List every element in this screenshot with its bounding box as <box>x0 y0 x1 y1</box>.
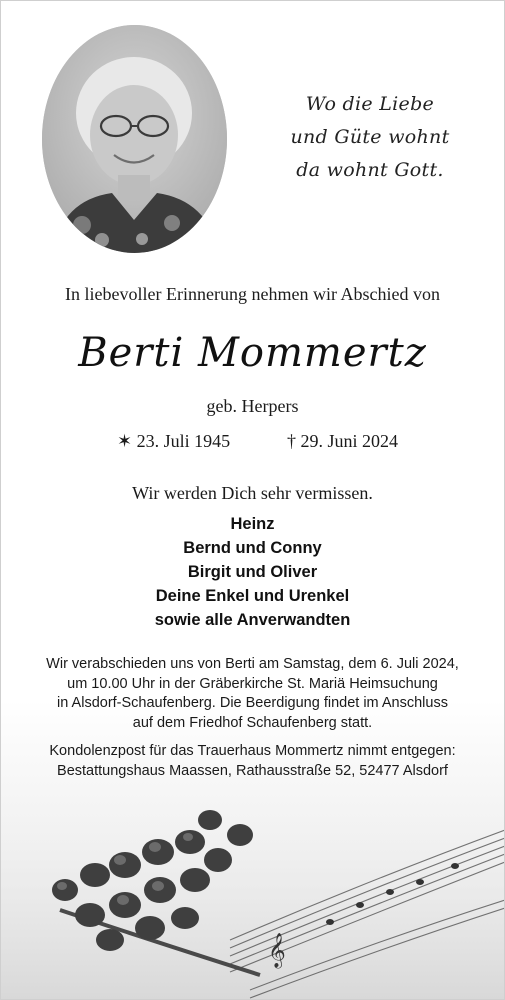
farewell-text: Wir werden Dich sehr vermissen. <box>132 483 373 503</box>
deceased-name: Berti Mommertz <box>78 330 427 376</box>
service-details <box>0 655 505 733</box>
birth-name: geb. Herpers <box>206 396 299 416</box>
intro-text: In liebevoller Erinnerung nehmen wir Abschied von <box>65 284 440 304</box>
svg-text:𝄞: 𝄞 <box>268 933 286 968</box>
service-line: auf dem Friedhof Schaufenberg statt. <box>132 714 373 731</box>
condolence-line: Bestattungshaus Maassen, Rathausstraße 52, 52477 Alsdorf <box>57 762 448 779</box>
quote-line: da wohnt Gott. <box>296 159 444 181</box>
service-line: um 10.00 Uhr in der Gräberkirche St. Mariä Heimsuchung <box>67 675 438 692</box>
mourners-list <box>0 512 505 632</box>
death-date: † 29. Juni 2024 <box>287 431 399 451</box>
service-line: in Alsdorf-Schaufenberg. Die Beerdigung findet im Anschluss <box>57 695 448 711</box>
mourner-entry: Birgit und Oliver <box>187 563 318 581</box>
mourner-entry: Heinz <box>230 515 275 533</box>
mourner-entry: Deine Enkel und Urenkel <box>155 587 350 605</box>
flower-sheet-music-image <box>0 790 505 1000</box>
mourner-entry: sowie alle Anverwandten <box>154 611 351 629</box>
quote-line: und Güte wohnt <box>290 126 450 148</box>
condolence-details <box>0 742 505 781</box>
portrait-photo <box>42 25 227 253</box>
bible-quote <box>265 88 475 187</box>
quote-line: Wo die Liebe <box>305 93 435 115</box>
condolence-line: Kondolenzpost für das Trauerhaus Mommertz nimmt entgegen: <box>49 743 456 759</box>
service-line: Wir verabschieden uns von Berti am Samstag, dem 6. Juli 2024, <box>46 656 459 672</box>
birth-date: ✶ 23. Juli 1945 <box>117 431 231 451</box>
mourner-entry: Bernd und Conny <box>183 539 322 557</box>
